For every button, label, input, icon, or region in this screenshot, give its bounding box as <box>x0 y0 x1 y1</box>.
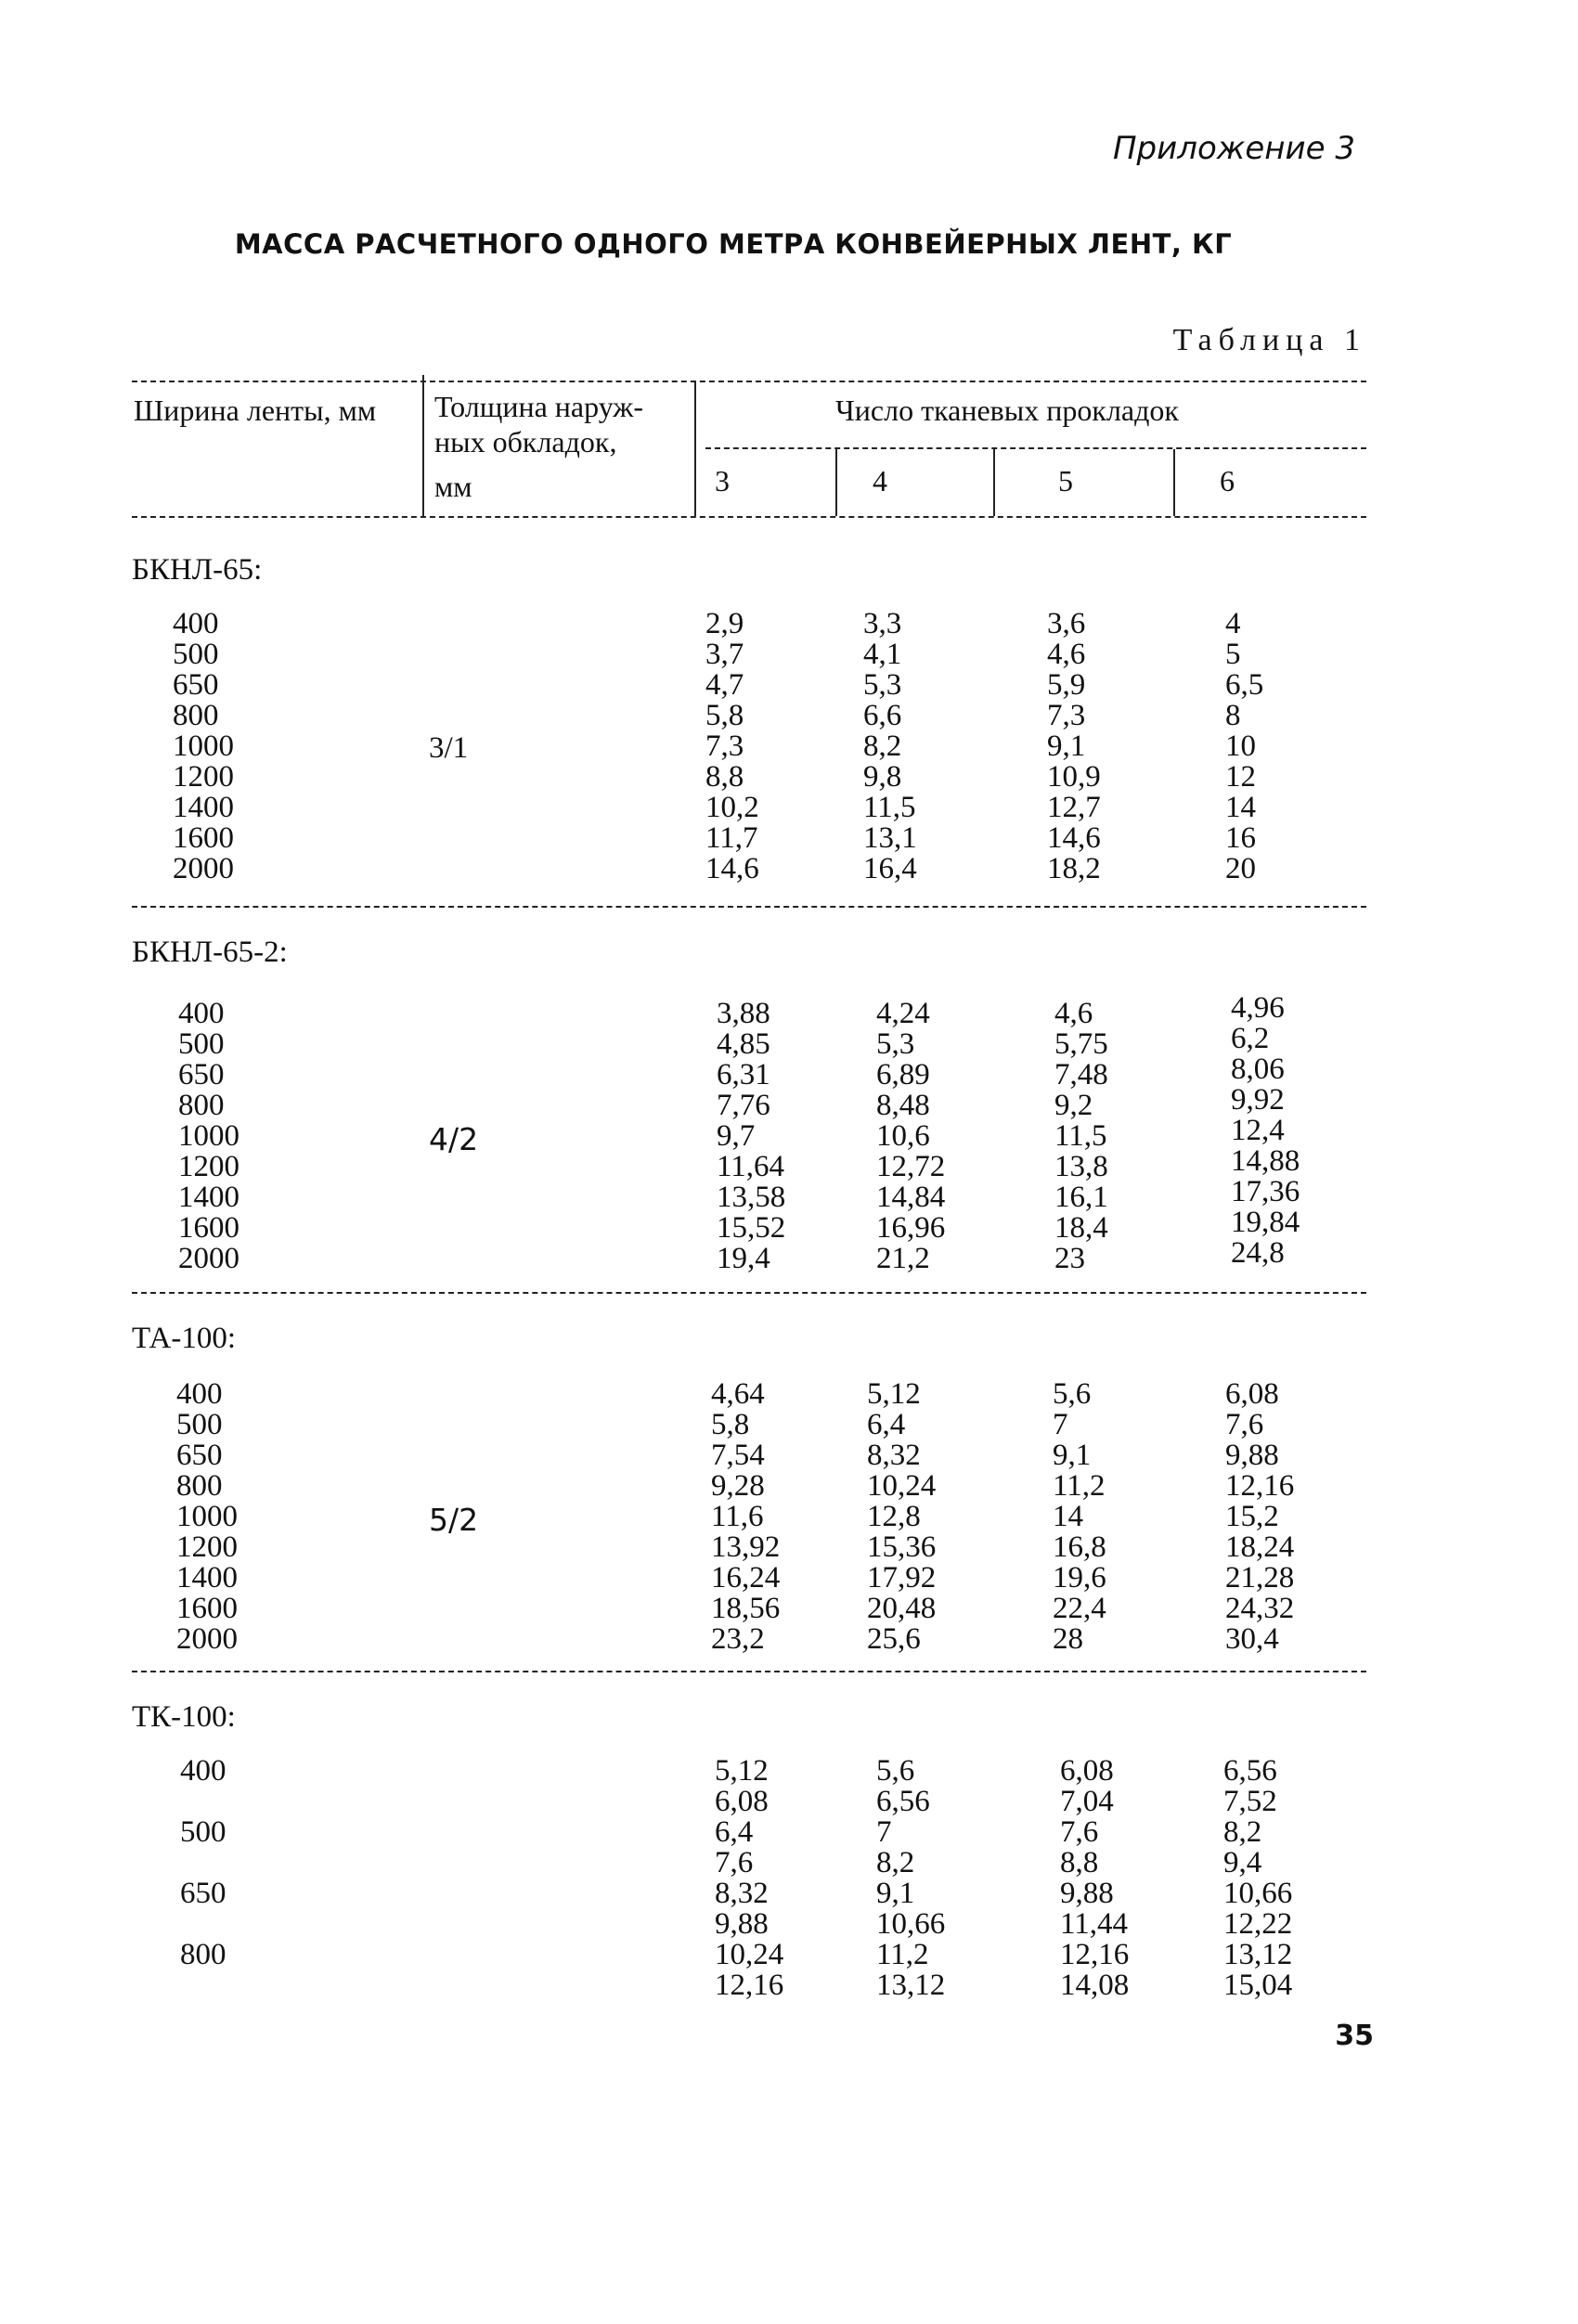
header-bottom-rule <box>132 516 1366 518</box>
ply-5-column: 6,08 7,04 7,6 8,8 9,88 11,44 12,16 14,08 <box>1060 1754 1130 2002</box>
ply-4-column: 4,24 5,3 6,89 8,48 10,6 12,72 14,84 16,96 21,2 <box>876 997 946 1275</box>
width-value: 800 <box>180 1938 226 1971</box>
appendix-label: Приложение 3 <box>1112 130 1355 167</box>
width-column: 400 500 650 800 1000 1200 1400 1600 2000 <box>173 607 234 885</box>
header-divider <box>835 449 837 516</box>
header-thickness-line3: мм <box>434 470 472 503</box>
header-divider <box>422 375 424 516</box>
ply-3-column: 2,9 3,7 4,7 5,8 7,3 8,8 10,2 11,7 14,6 <box>705 607 759 885</box>
ply-3-column: 3,88 4,85 6,31 7,76 9,7 11,64 13,58 15,52 19,4 <box>717 997 786 1275</box>
header-thickness-line1: Толщина наруж- <box>434 390 644 423</box>
thickness-value: 5/2 <box>429 1502 479 1538</box>
header-divider <box>1173 449 1175 516</box>
header-top-rule <box>132 381 1366 382</box>
group-name: БКНЛ-65-2: <box>132 936 288 969</box>
page-number: 35 <box>1335 2020 1374 2052</box>
ply-6-column: 6,08 7,6 9,88 12,16 15,2 18,24 21,28 24,32 30,4 <box>1225 1377 1295 1656</box>
header-divider <box>694 381 696 516</box>
header-divider <box>993 449 995 516</box>
ply-5-column: 5,6 7 9,1 11,2 14 16,8 19,6 22,4 28 <box>1053 1377 1106 1656</box>
ply-6-column: 4 5 6,5 8 10 12 14 16 20 <box>1225 607 1264 885</box>
header-plies: Число тканевых прокладок <box>835 394 1179 427</box>
header-mid-rule <box>705 447 1366 449</box>
ply-4-column: 5,12 6,4 8,32 10,24 12,8 15,36 17,92 20,48 25,6 <box>867 1377 937 1656</box>
header-thickness-line2: ных обкладок, <box>434 425 617 458</box>
width-column: 400 500 650 800 1000 1200 1400 1600 2000 <box>176 1377 238 1656</box>
width-value: 500 <box>180 1815 226 1849</box>
thickness-value: 4/2 <box>429 1121 479 1157</box>
ply-4-column: 5,6 6,56 7 8,2 9,1 10,66 11,2 13,12 <box>876 1754 946 2002</box>
header-ply-6: 6 <box>1220 464 1235 497</box>
table-label: Таблица 1 <box>1172 323 1366 357</box>
width-column: 400 500 650 800 1000 1200 1400 1600 2000 <box>178 997 239 1275</box>
group-name: ТА-100: <box>132 1322 237 1355</box>
width-value: 650 <box>180 1877 226 1910</box>
width-value: 400 <box>180 1754 226 1788</box>
ply-3-column: 4,64 5,8 7,54 9,28 11,6 13,92 16,24 18,56 23,2 <box>711 1377 781 1656</box>
group-name: БКНЛ-65: <box>132 553 263 587</box>
group-separator <box>132 906 1366 908</box>
header-ply-5: 5 <box>1058 464 1073 497</box>
ply-6-column: 4,96 6,2 8,06 9,92 12,4 14,88 17,36 19,84 24,8 <box>1231 991 1300 1270</box>
page-title: МАССА РАСЧЕТНОГО ОДНОГО МЕТРА КОНВЕЙЕРНЫХ ЛЕНТ, КГ <box>234 228 1233 260</box>
header-width: Ширина ленты, мм <box>134 394 377 427</box>
ply-4-column: 3,3 4,1 5,3 6,6 8,2 9,8 11,5 13,1 16,4 <box>863 607 917 885</box>
ply-3-column: 5,12 6,08 6,4 7,6 8,32 9,88 10,24 12,16 <box>715 1754 784 2002</box>
ply-5-column: 3,6 4,6 5,9 7,3 9,1 10,9 12,7 14,6 18,2 <box>1047 607 1101 885</box>
thickness-value: 3/1 <box>429 731 469 765</box>
ply-5-column: 4,6 5,75 7,48 9,2 11,5 13,8 16,1 18,4 23 <box>1054 997 1108 1275</box>
group-separator <box>132 1671 1366 1672</box>
ply-6-column: 6,56 7,52 8,2 9,4 10,66 12,22 13,12 15,04 <box>1223 1754 1293 2002</box>
group-separator <box>132 1292 1366 1294</box>
header-ply-3: 3 <box>715 464 730 497</box>
group-name: ТК-100: <box>132 1700 236 1734</box>
header-ply-4: 4 <box>873 464 887 497</box>
